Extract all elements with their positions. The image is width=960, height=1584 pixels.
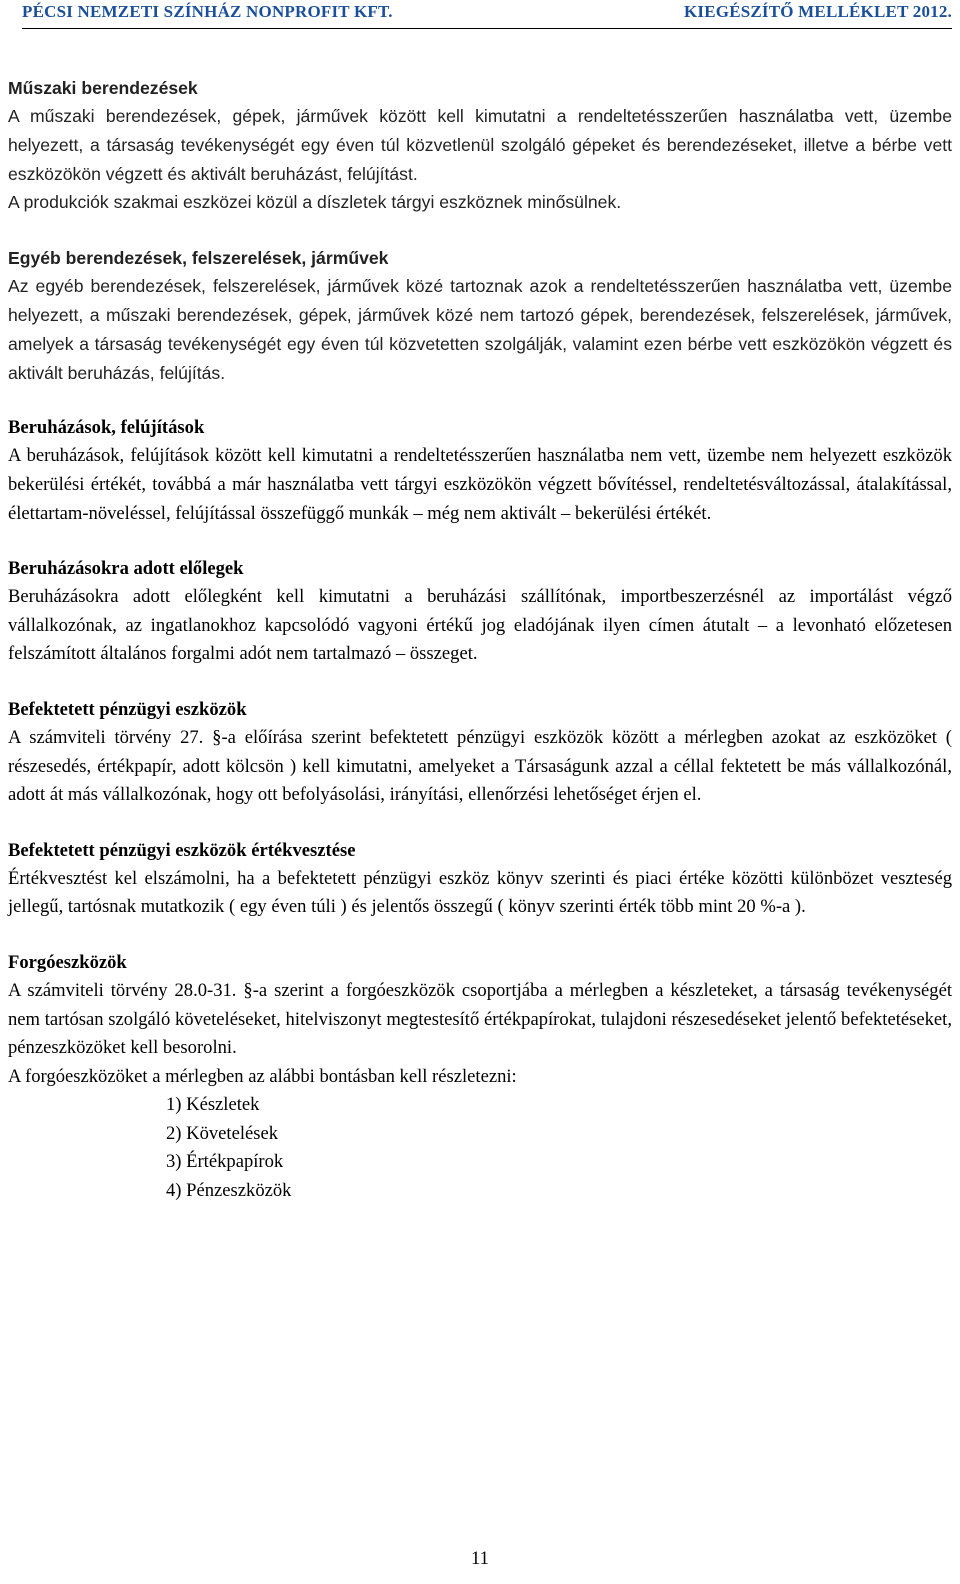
document-body — [8, 74, 952, 1233]
list-item: 4) Pénzeszközök — [166, 1180, 292, 1202]
paragraph: Értékvesztést kel elszámolni, ha a befektetett pénzügyi eszköz könyv szerinti és piaci értéke közötti különbözet veszteség jellegű, tartósnak mutatkozik ( egy éven túli ) és jelentős összegű ( könyv szerinti érték több mint 20 %-a ). — [8, 867, 952, 918]
section-heading: Beruházások, felújítások — [8, 417, 205, 439]
header-company: PÉCSI NEMZETI SZÍNHÁZ NONPROFIT KFT. — [22, 2, 393, 21]
paragraph: A produkciók szakmai eszközei közül a díszletek tárgyi eszköznek minősülnek. — [8, 192, 622, 213]
list-item: 2) Követelések — [166, 1122, 279, 1144]
paragraph: A beruházások, felújítások között kell kimutatni a rendeltetésszerűen használatba nem vett, üzembe nem helyezett eszközök bekerülési értékét, továbbá a már használatba vett tárgyi eszközökön végzett bővítéssel, rendeltetésváltozással, átalakítással, élettartam-növeléssel, felújítással összefüggő munkák – még nem aktivált – bekerülési értékét. — [8, 445, 952, 524]
section-heading: Befektetett pénzügyi eszközök — [8, 698, 247, 720]
header-report-title: KIEGÉSZÍTŐ MELLÉKLET 2012. — [684, 2, 952, 21]
paragraph: A műszaki berendezések, gépek, járművek között kell kimutatni a rendeltetésszerűen használatba vett, üzembe helyezett, a társaság tevékenységét egy éven túl közvetlenül szolgáló gépeket és berendezéseket, illetve a bérbe vett eszközökön végzett és aktivált beruházást, felújítást. — [8, 106, 952, 184]
list-item: 3) Értékpapírok — [166, 1151, 284, 1173]
forgoeszkoz-list — [8, 1091, 952, 1205]
paragraph: Beruházásokra adott előlegként kell kimutatni a beruházási szállítónak, importbeszerzésnél az importálást végző vállalkozónak, az ingatlanokhoz kapcsolódó vagyoni értékű jog eladójának ilyen címen átutalt – a levonható előzetesen felszámított általános forgalmi adót nem tartalmazó – összeget. — [8, 586, 952, 665]
section-ertekvesztes — [8, 837, 952, 922]
paragraph: Az egyéb berendezések, felszerelések, járművek közé tartoznak azok a rendeltetésszerűen használatba vett, üzembe helyezett, a műszaki berendezések, gépek, járművek közé nem tartozó gépek, berendezések, felszerelések, járművek, amelyek a társaság tevékenységét egy éven túl közvetetten szolgálják, valamint ezen bérbe vett eszközökön végzett és aktivált beruházás, felújítás. — [8, 276, 952, 383]
paragraph: A számviteli törvény 27. §-a előírása szerint befektetett pénzügyi eszközök között a mérlegben azokat az eszközöket ( részesedés, értékpapír, adott kölcsön ) kell kimutatni, amelyeket a Társaságunk azzal a céllal fektetett be más vállalkozónál, adott át más vállalkozónak, hogy ott befolyásolási, irányítási, ellenőrzési lehetőséget érjen el. — [8, 726, 952, 806]
section-heading: Befektetett pénzügyi eszközök értékvesztése — [8, 839, 356, 861]
list-item: 1) Készletek — [166, 1094, 260, 1116]
section-forgoeszkozok — [8, 949, 952, 1206]
paragraph: A forgóeszközöket a mérlegben az alábbi bontásban kell részletezni: — [8, 1065, 517, 1087]
section-heading: Egyéb berendezések, felszerelések, járművek — [8, 248, 389, 269]
section-egyeb-berendezesek — [8, 244, 952, 387]
section-beruhazasokra-adott-elolegek — [8, 555, 952, 669]
section-heading: Beruházásokra adott előlegek — [8, 558, 244, 580]
section-muszaki-berendezesek — [8, 74, 952, 217]
section-beruhazasok — [8, 414, 952, 528]
section-befektetett-penzugyi-eszkozok — [8, 696, 952, 810]
section-heading: Forgóeszközök — [8, 951, 127, 973]
paragraph: A számviteli törvény 28.0-31. §-a szerint a forgóeszközök csoportjába a mérlegben a készleteket, a társaság tevékenységét nem tartósan szolgáló követeléseket, hitelviszonyt megtestesítő értékpapírokat, tulajdoni részesedéseket jelentő befektetéseket, pénzeszközöket kell besorolni. — [8, 979, 952, 1059]
page-header — [22, 2, 952, 29]
page-number: 11 — [471, 1548, 489, 1569]
section-heading: Műszaki berendezések — [8, 78, 198, 98]
